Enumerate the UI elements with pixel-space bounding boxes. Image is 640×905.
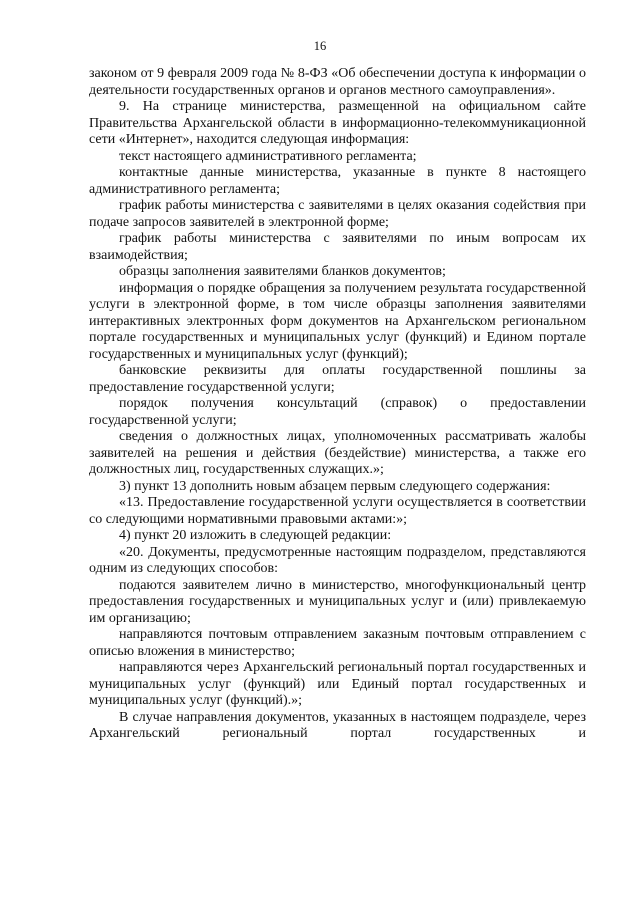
paragraph-bank-details: банковские реквизиты для оплаты государственной пошлины за предоставление государственной услуги; bbox=[89, 363, 586, 395]
paragraph-item-13-text: «13. Предоставление государственной услуги осуществляется в соответствии со следующими нормативными правовыми актами:»; bbox=[89, 495, 586, 527]
document-body bbox=[89, 66, 586, 743]
paragraph-law-reference: законом от 9 февраля 2009 года № 8-ФЗ «Об обеспечении доступа к информации о деятельности государственных органов и органов местного самоуправления». bbox=[89, 66, 586, 98]
paragraph-officials: сведения о должностных лицах, уполномоченных рассматривать жалобы заявителей на решения и действия (бездействие) министерства, а также его должностных лиц, государственных служащих.»; bbox=[89, 429, 586, 477]
paragraph-submit-by-mail: направляются почтовым отправлением заказным почтовым отправлением с описью вложения в министерство; bbox=[89, 627, 586, 659]
paragraph-submit-via-portal: направляются через Архангельский региональный портал государственных и муниципальных услуг (функций) или Единый портал государственных и муниципальных услуг (функций).»; bbox=[89, 660, 586, 708]
paragraph-form-samples: образцы заполнения заявителями бланков документов; bbox=[119, 264, 446, 279]
paragraph-portal-case: В случае направления документов, указанных в настоящем подразделе, через Архангельский региональный портал государственных и bbox=[89, 709, 586, 741]
paragraph-contact-data: контактные данные министерства, указанные в пункте 8 настоящего административного регламента; bbox=[89, 165, 586, 197]
paragraph-electronic-procedure: информация о порядке обращения за получением результата государственной услуги в электронной форме, в том числе образцы заполнения заявителями интерактивных электронных форм документов на Архангельском региональном портале государственных и муниципальных услуг (функций) и Едином портале государственных и муниципальных услуг (функций); bbox=[89, 280, 586, 362]
paragraph-item-9: 9. На странице министерства, размещенной на официальном сайте Правительства Архангельской области в информационно-телекоммуникационной сети «Интернет», находится следующая информация: bbox=[89, 99, 586, 147]
paragraph-submit-in-person: подаются заявителем лично в министерство, многофункциональный центр предоставления государственных и муниципальных услуг и (или) привлекаемую им организацию; bbox=[89, 577, 586, 626]
paragraph-schedule-other: график работы министерства с заявителями по иным вопросам их взаимодействия; bbox=[89, 231, 586, 263]
paragraph-item-3: 3) пункт 13 дополнить новым абзацем первым следующего содержания: bbox=[119, 478, 551, 494]
paragraph-item-4: 4) пункт 20 изложить в следующей редакции: bbox=[119, 528, 392, 543]
paragraph-schedule-electronic: график работы министерства с заявителями в целях оказания содействия при подаче запросов заявителей в электронной форме; bbox=[89, 198, 586, 230]
paragraph-item-20-text: «20. Документы, предусмотренные настоящим подразделом, представляются одним из следующих способов: bbox=[89, 544, 586, 576]
paragraph-consultations: порядок получения консультаций (справок) о предоставлении государственной услуги; bbox=[89, 396, 586, 428]
page-number: 16 bbox=[313, 39, 327, 53]
paragraph-regulation-text: текст настоящего административного регламента; bbox=[119, 148, 417, 164]
